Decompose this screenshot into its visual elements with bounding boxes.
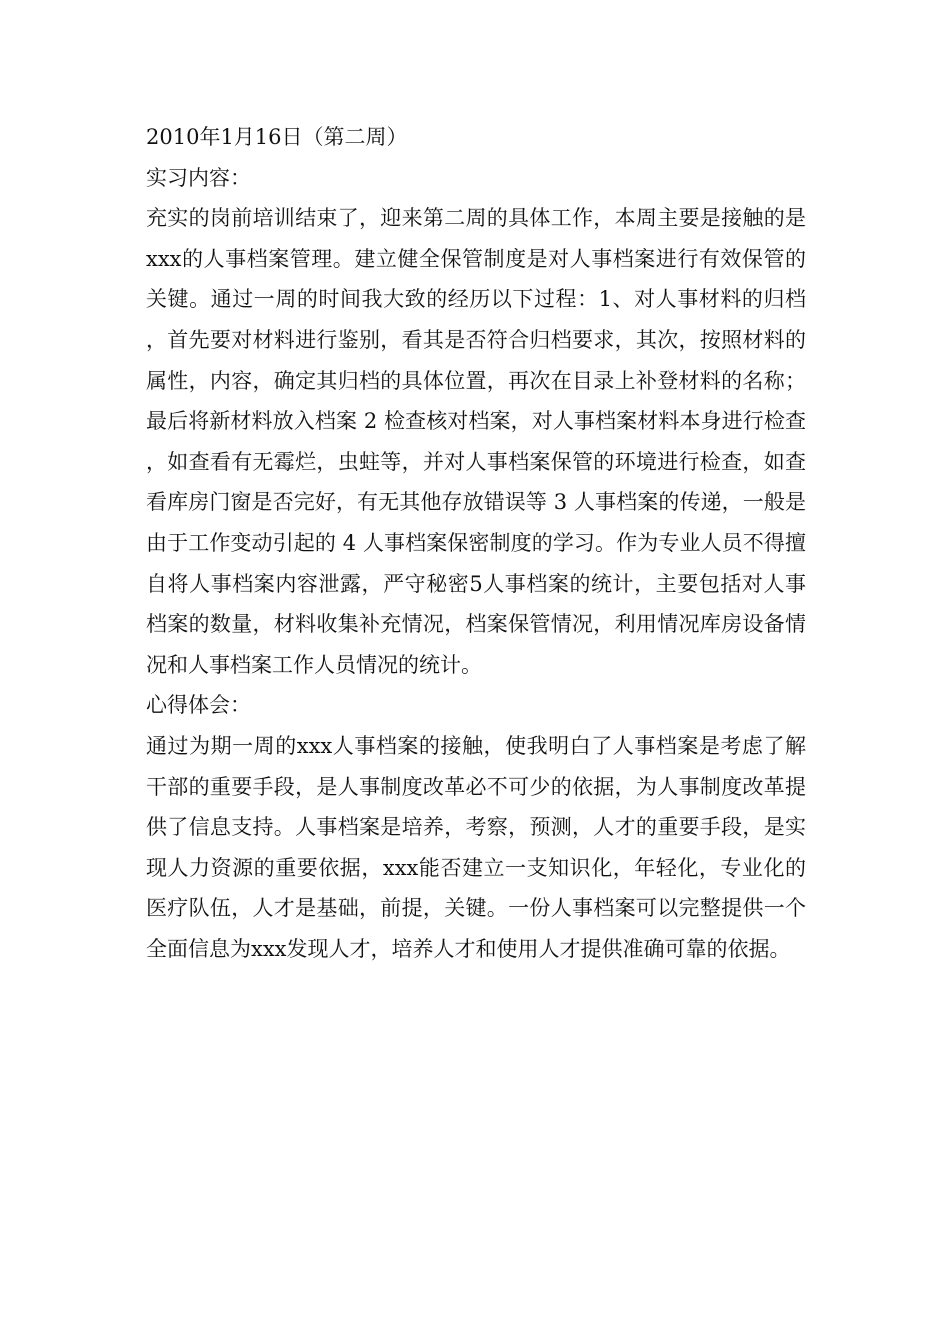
date-heading: 2010年1月16日（第二周） (146, 125, 408, 149)
internship-content-paragraph: 充实的岗前培训结束了，迎来第二周的具体工作，本周主要是接触的是xxx的人事档案管理。建立健全保管制度是对人事档案进行有效保管的关键。通过一周的时间我大致的经历以下过程：1、对人事材料的归档，首先要对材料进行鉴别，看其是否符合归档要求，其次，按照材料的属性，内容，确定其归档的具体位置，再次在目录上补登材料的名称；最后将新材料放入档案 2 检查核对档案，对人事档案材料本身进行检查，如查看有无霉烂，虫蛀等，并对人事档案保管的环境进行检查，如查看库房门窗是否完好，有无其他存放错误等 3 人事档案的传递，一般是由于工作变动引起的 4 人事档案保密制度的学习。作为专业人员不得擅自将人事档案内容泄露，严守秘密5人事档案的统计，主要包括对人事档案的数量，材料收集补充情况，档案保管情况，利用情况库房设备情况和人事档案工作人员情况的统计。 (146, 206, 806, 677)
experience-paragraph: 通过为期一周的xxx人事档案的接触，使我明白了人事档案是考虑了解干部的重要手段，是人事制度改革必不可少的依据，为人事制度改革提供了信息支持。人事档案是培养，考察，预测，人才的重要手段，是实现人力资源的重要依据，xxx能否建立一支知识化，年轻化，专业化的医疗队伍，人才是基础，前提，关键。一份人事档案可以完整提供一个全面信息为xxx发现人才，培养人才和使用人才提供准确可靠的依据。 (146, 733, 806, 961)
internship-content-label: 实习内容： (146, 165, 251, 190)
document-body (146, 117, 806, 969)
experience-label: 心得体会： (146, 693, 251, 718)
